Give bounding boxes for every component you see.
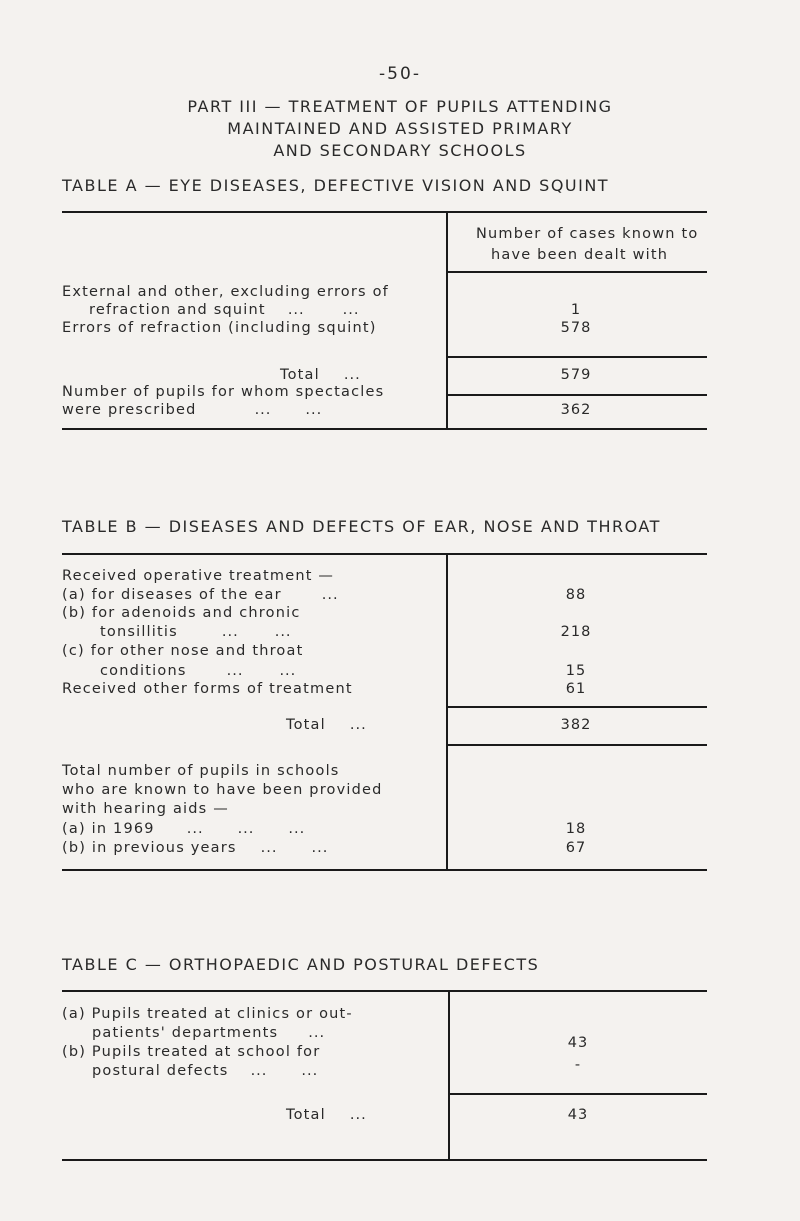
leader-dots: ...	[226, 663, 244, 679]
table-a-row-external-value: 1	[570, 302, 582, 318]
table-c-bottom-rule	[62, 1159, 707, 1161]
table-a-total-rule-bottom	[446, 394, 707, 396]
table-a-bottom-rule	[62, 428, 707, 430]
table-b-row-b-text: tonsillitis	[100, 624, 178, 640]
table-c-row-a-value: 43	[567, 1035, 589, 1051]
table-a-title: TABLE A — EYE DISEASES, DEFECTIVE VISION AND SQUINT	[62, 176, 610, 195]
part-heading-line-3: AND SECONDARY SCHOOLS	[273, 141, 527, 160]
table-a-spectacles-value: 362	[560, 402, 592, 418]
table-c-total-rule	[448, 1093, 707, 1095]
leader-dots: ...	[349, 717, 367, 733]
table-a-row-external-text: refraction and squint	[89, 302, 266, 318]
leader-dots: ...	[308, 1025, 326, 1041]
leader-dots: ...	[287, 302, 305, 318]
table-c-row-a-line-1: (a) Pupils treated at clinics or out-	[62, 1006, 353, 1022]
table-c-row-a-text: patients' departments	[92, 1025, 279, 1041]
table-b-hearing-line-3: with hearing aids —	[62, 801, 229, 817]
leader-dots: ...	[237, 821, 255, 837]
table-a-spectacles-line-2	[62, 401, 322, 419]
table-a-header-rule	[446, 271, 707, 273]
table-b-row-b-line-2	[100, 623, 292, 641]
leader-dots: ...	[288, 821, 306, 837]
table-b-row-c-line-2	[100, 662, 296, 680]
table-b-row-b-value: 218	[560, 624, 592, 640]
table-b-row-a-value: 88	[565, 587, 587, 603]
table-b-operative-heading: Received operative treatment —	[62, 568, 335, 584]
page-number: -50-	[379, 64, 421, 84]
table-b-row-other-label: Received other forms of treatment	[62, 681, 353, 697]
table-b-hearing-a-text: (a) in 1969	[62, 821, 155, 837]
table-b-row-c-value: 15	[565, 663, 587, 679]
table-b-row-c-text: conditions	[100, 663, 187, 679]
table-b-hearing-a-value: 18	[565, 821, 587, 837]
table-a-column-header-line-2: have been dealt with	[491, 247, 669, 263]
table-c-top-rule	[62, 990, 707, 992]
table-b-total-value: 382	[560, 717, 592, 733]
leader-dots: ...	[186, 821, 204, 837]
table-c-total-value: 43	[567, 1107, 589, 1123]
table-a-row-external-line-1: External and other, excluding errors of	[62, 284, 389, 300]
table-a-total-rule-top	[446, 356, 707, 358]
table-c-row-b-line-1: (b) Pupils treated at school for	[62, 1044, 321, 1060]
table-b-hearing-b-text: (b) in previous years	[62, 840, 237, 856]
table-c-row-b-line-2	[92, 1062, 318, 1080]
table-a-row-refraction-value: 578	[560, 320, 592, 336]
table-b-hearing-line-2: who are known to have been provided	[62, 782, 383, 798]
leader-dots: ...	[254, 402, 272, 418]
leader-dots: ...	[343, 367, 361, 383]
table-b-total-rule-bottom	[446, 744, 707, 746]
table-a-row-external-line-2	[89, 301, 359, 319]
table-b-hearing-b-label	[62, 839, 328, 857]
table-a-spectacles-text: were prescribed	[62, 402, 197, 418]
part-heading-line-2: MAINTAINED AND ASSISTED PRIMARY	[227, 119, 573, 138]
table-c-row-b-text: postural defects	[92, 1063, 229, 1079]
table-b-row-a-label	[62, 586, 339, 604]
leader-dots: ...	[301, 1063, 319, 1079]
table-b-column-divider	[446, 553, 448, 871]
part-heading	[0, 96, 800, 162]
table-b-hearing-line-1: Total number of pupils in schools	[62, 763, 340, 779]
table-b-row-b-line-1: (b) for adenoids and chronic	[62, 605, 301, 621]
leader-dots: ...	[321, 587, 339, 603]
table-b-hearing-a-label	[62, 820, 305, 838]
leader-dots: ...	[250, 1063, 268, 1079]
table-c-total-text: Total	[286, 1107, 326, 1123]
table-b-row-c-line-1: (c) for other nose and throat	[62, 643, 304, 659]
table-a-total-label	[280, 366, 361, 384]
table-a-total-value: 579	[560, 367, 592, 383]
table-b-top-rule	[62, 553, 707, 555]
leader-dots: ...	[274, 624, 292, 640]
leader-dots: ...	[349, 1107, 367, 1123]
leader-dots: ...	[279, 663, 297, 679]
table-b-row-a-text: (a) for diseases of the ear	[62, 587, 282, 603]
table-c-row-b-value: -	[574, 1057, 582, 1073]
table-a-column-divider	[446, 211, 448, 430]
table-b-total-text: Total	[286, 717, 326, 733]
table-a-top-rule	[62, 211, 707, 213]
table-b-title: TABLE B — DISEASES AND DEFECTS OF EAR, NOSE AND THROAT	[62, 517, 661, 536]
table-c-row-a-line-2	[92, 1024, 325, 1042]
leader-dots: ...	[311, 840, 329, 856]
table-b-bottom-rule	[62, 869, 707, 871]
table-b-hearing-b-value: 67	[565, 840, 587, 856]
leader-dots: ...	[305, 402, 323, 418]
table-b-total-label	[286, 716, 367, 734]
table-c-total-label	[286, 1106, 367, 1124]
table-b-total-rule-top	[446, 706, 707, 708]
table-a-total-text: Total	[280, 367, 320, 383]
table-b-row-other-value: 61	[565, 681, 587, 697]
table-a-column-header-line-1: Number of cases known to	[476, 226, 699, 242]
leader-dots: ...	[221, 624, 239, 640]
part-heading-line-1: PART III — TREATMENT OF PUPILS ATTENDING	[187, 97, 613, 116]
leader-dots: ...	[260, 840, 278, 856]
table-a-spectacles-line-1: Number of pupils for whom spectacles	[62, 384, 385, 400]
table-c-title: TABLE C — ORTHOPAEDIC AND POSTURAL DEFECTS	[62, 955, 540, 974]
table-c-column-divider	[448, 990, 450, 1161]
table-a-row-refraction-label: Errors of refraction (including squint)	[62, 320, 377, 336]
leader-dots: ...	[342, 302, 360, 318]
